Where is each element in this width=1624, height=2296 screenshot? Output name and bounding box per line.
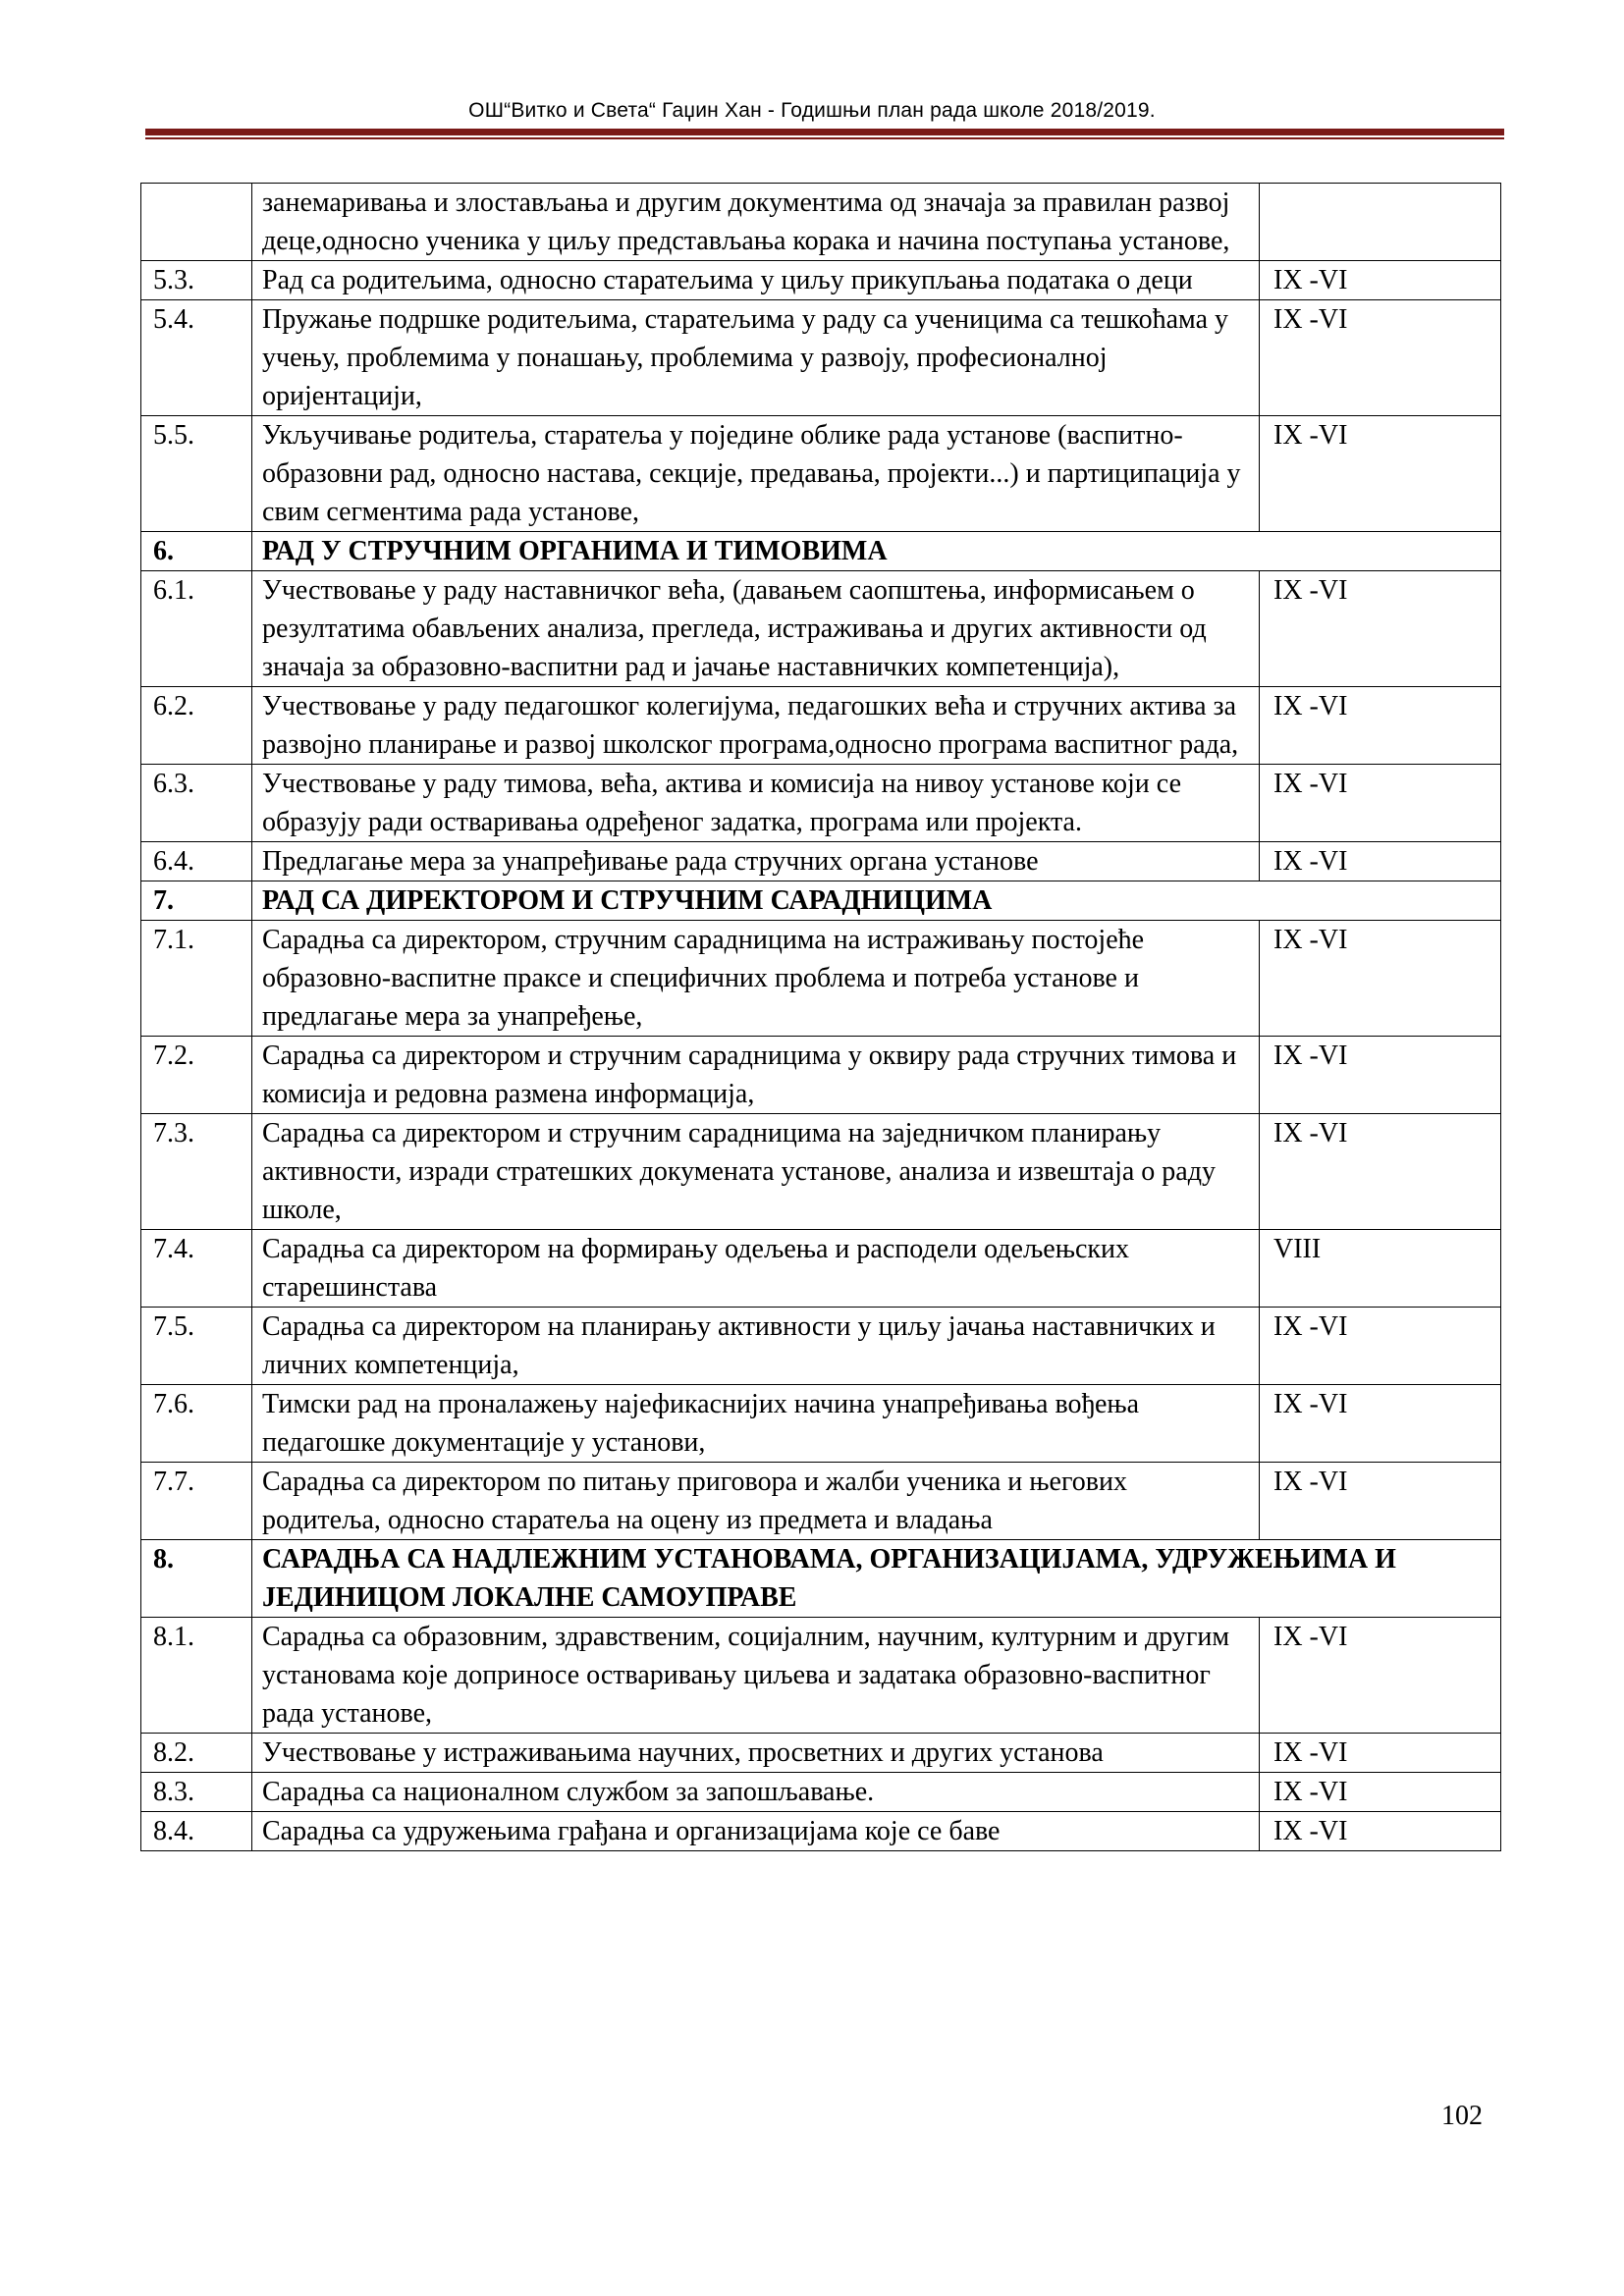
period-cell: IX -VI (1260, 1308, 1501, 1385)
table-row (141, 842, 1501, 881)
row-number: 7.4. (141, 1230, 252, 1308)
period-cell: IX -VI (1260, 842, 1501, 881)
activity-text: Сарадња са образовним, здравственим, социјалним, научним, културним и другим установама које доприносе остваривању циљева и задатака образовно-васпитног рада установе, (252, 1618, 1260, 1734)
row-number: 6.4. (141, 842, 252, 881)
table-row (141, 416, 1501, 532)
row-number: 8.3. (141, 1773, 252, 1812)
table-row (141, 261, 1501, 300)
activity-text: Тимски рад на проналажењу најефикаснијих начина унапређивања вођења педагошке документације у установи, (252, 1385, 1260, 1463)
activity-text: Рад са родитељима, односно старатељима у циљу прикупљања података о деци (252, 261, 1260, 300)
row-number: 5.5. (141, 416, 252, 532)
header-rule-thin (145, 137, 1504, 139)
activity-text: Сарадња са националном службом за запошљавање. (252, 1773, 1260, 1812)
row-number: 5.3. (141, 261, 252, 300)
row-number: 7.7. (141, 1463, 252, 1540)
activity-text: Учествовање у истраживањима научних, просветних и других установа (252, 1734, 1260, 1773)
activity-text: занемаривања и злостављања и другим документима од значаја за правилан развој деце,односно ученика у циљу представљања корака и начина поступања установе, (252, 184, 1260, 261)
table-row (141, 1812, 1501, 1851)
header-rule-thick (145, 129, 1504, 135)
row-number: 8.2. (141, 1734, 252, 1773)
document-header: ОШ“Витко и Света“ Гаџин Хан - Годишњи план рада школе 2018/2019. (468, 99, 1156, 122)
section-title: САРАДЊА СА НАДЛЕЖНИМ УСТАНОВАМА, ОРГАНИЗАЦИЈАМА, УДРУЖЕЊИМА И ЈЕДИНИЦОМ ЛОКАЛНЕ САМОУПРАВЕ (252, 1540, 1501, 1618)
period-cell: IX -VI (1260, 1037, 1501, 1114)
table-row (141, 571, 1501, 687)
period-cell: IX -VI (1260, 921, 1501, 1037)
section-row (141, 881, 1501, 921)
activity-text: Сарадња са директором на планирању активности у циљу јачања наставничких и личних компетенција, (252, 1308, 1260, 1385)
activity-text: Сарадња са директором на формирању одељења и расподели одељењских старешинстава (252, 1230, 1260, 1308)
table-row (141, 1037, 1501, 1114)
period-cell: IX -VI (1260, 261, 1501, 300)
section-title: РАД У СТРУЧНИМ ОРГАНИМА И ТИМОВИМА (252, 532, 1501, 571)
table-row (141, 687, 1501, 765)
row-number: 7.2. (141, 1037, 252, 1114)
period-cell: IX -VI (1260, 416, 1501, 532)
section-title: РАД СА ДИРЕКТОРОМ И СТРУЧНИМ САРАДНИЦИМА (252, 881, 1501, 921)
row-number (141, 184, 252, 261)
period-cell: IX -VI (1260, 1385, 1501, 1463)
period-cell: IX -VI (1260, 765, 1501, 842)
table-row (141, 1385, 1501, 1463)
row-number: 7.5. (141, 1308, 252, 1385)
row-number: 8. (141, 1540, 252, 1618)
period-cell (1260, 184, 1501, 261)
row-number: 6.2. (141, 687, 252, 765)
row-number: 8.4. (141, 1812, 252, 1851)
activity-text: Сарадња са директором и стручним сарадницима на заједничком планирању активности, изради стратешких докумената установе, анализа и извештаја о раду школе, (252, 1114, 1260, 1230)
row-number: 7.3. (141, 1114, 252, 1230)
row-number: 7.6. (141, 1385, 252, 1463)
table-row (141, 1230, 1501, 1308)
table-row (141, 765, 1501, 842)
period-cell: IX -VI (1260, 300, 1501, 416)
period-cell: IX -VI (1260, 687, 1501, 765)
table-row (141, 1308, 1501, 1385)
activity-text: Учествовање у раду тимова, већа, актива и комисија на нивоу установе који се образују ради остваривања одређеног задатка, програма или пројекта. (252, 765, 1260, 842)
activity-text: Пружање подршке родитељима, старатељима у раду са ученицима са тешкоћама у учењу, проблемима у понашању, проблемима у развоју, професионалној оријентацији, (252, 300, 1260, 416)
table-row (141, 184, 1501, 261)
section-row (141, 532, 1501, 571)
row-number: 6.1. (141, 571, 252, 687)
activity-text: Сарадња са директором и стручним сарадницима у оквиру рада стручних тимова и комисија и редовна размена информација, (252, 1037, 1260, 1114)
activity-text: Учествовање у раду наставничког већа, (давањем саопштења, информисањем о резултатима обављених анализа, прегледа, истраживања и других активности од значаја за образовно-васпитни рад и јачање наставничких компетенција), (252, 571, 1260, 687)
section-row (141, 1540, 1501, 1618)
period-cell: IX -VI (1260, 571, 1501, 687)
activity-plan-table (140, 183, 1501, 1851)
activity-text: Сарадња са директором по питању приговора и жалби ученика и његових родитеља, односно старатеља на оцену из предмета и владања (252, 1463, 1260, 1540)
row-number: 8.1. (141, 1618, 252, 1734)
table-row (141, 1463, 1501, 1540)
period-cell: IX -VI (1260, 1773, 1501, 1812)
table-row (141, 1734, 1501, 1773)
activity-text: Сарадња са удружењима грађана и организацијама које се баве (252, 1812, 1260, 1851)
page-number: 102 (1441, 2101, 1483, 2131)
row-number: 6.3. (141, 765, 252, 842)
row-number: 5.4. (141, 300, 252, 416)
activity-text: Учествовање у раду педагошког колегијума, педагошких већа и стручних актива за развојно планирање и развој школског програма,односно програма васпитног рада, (252, 687, 1260, 765)
activity-text: Укључивање родитеља, старатеља у поједине облике рада установе (васпитно-образовни рад, односно настава, секције, предавања, пројекти...) и партиципација у свим сегментима рада установе, (252, 416, 1260, 532)
table-row (141, 921, 1501, 1037)
period-cell: IX -VI (1260, 1618, 1501, 1734)
activity-plan-table-body (141, 184, 1501, 1851)
row-number: 7. (141, 881, 252, 921)
table-row (141, 1773, 1501, 1812)
table-row (141, 1114, 1501, 1230)
row-number: 6. (141, 532, 252, 571)
period-cell: IX -VI (1260, 1734, 1501, 1773)
period-cell: IX -VI (1260, 1463, 1501, 1540)
row-number: 7.1. (141, 921, 252, 1037)
table-row (141, 1618, 1501, 1734)
activity-text: Сарадња са директором, стручним сарадницима на истраживању постојеће образовно-васпитне праксе и специфичних проблема и потреба установе и предлагање мера за унапређење, (252, 921, 1260, 1037)
activity-text: Предлагање мера за унапређивање рада стручних органа установе (252, 842, 1260, 881)
period-cell: IX -VI (1260, 1114, 1501, 1230)
period-cell: VIII (1260, 1230, 1501, 1308)
table-row (141, 300, 1501, 416)
period-cell: IX -VI (1260, 1812, 1501, 1851)
